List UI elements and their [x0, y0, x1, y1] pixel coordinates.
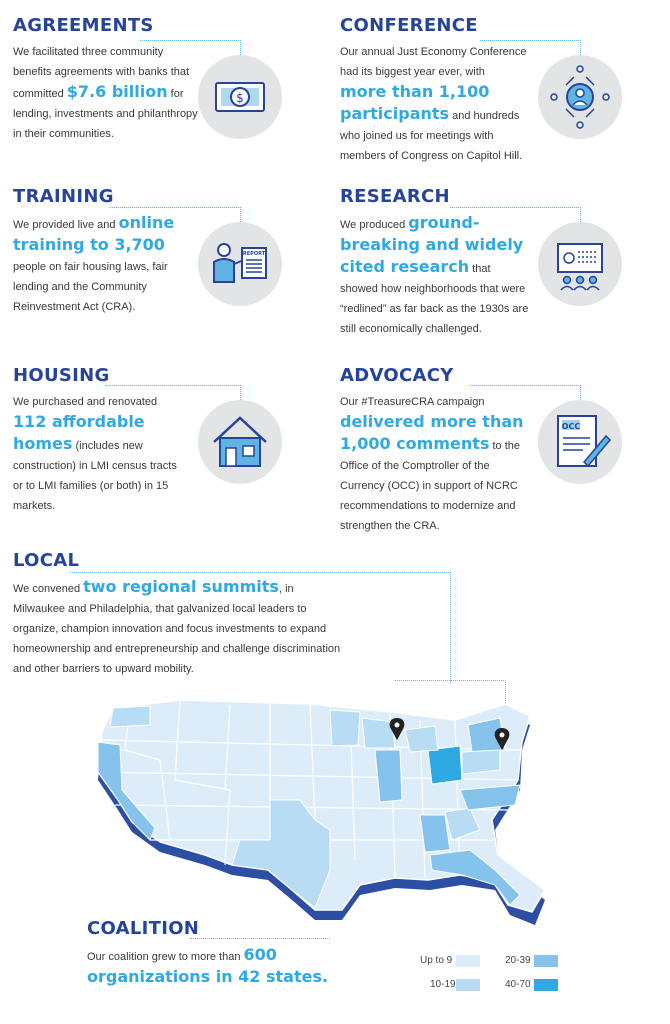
local-heading: LOCAL	[13, 550, 80, 571]
training-section	[13, 186, 193, 317]
conference-icon-circle	[538, 55, 622, 139]
svg-text:$: $	[236, 91, 244, 105]
training-text: We provided live and online training to 3,700 people on fair housing laws, fair lending and the Community Reinvestment Act (CRA).	[13, 213, 175, 313]
local-dotted-line	[70, 572, 451, 683]
coalition-text: Our coalition grew to more than 600 organizations in 42 states.	[87, 945, 329, 986]
housing-highlight: 112 affordable homes	[13, 412, 145, 453]
housing-heading: HOUSING	[13, 365, 110, 386]
local-highlight: two regional summits	[83, 577, 279, 596]
money-bill-icon	[198, 55, 282, 139]
legend-swatch-10-19	[456, 979, 480, 991]
agreements-section	[13, 15, 203, 144]
state-illinois	[375, 750, 402, 802]
conference-section	[340, 15, 530, 166]
research-icon-circle	[538, 222, 622, 306]
network-people-icon	[538, 55, 622, 139]
state-northcarolina	[460, 785, 520, 810]
agreements-dotted-line	[140, 40, 241, 55]
advocacy-dotted-line	[470, 385, 581, 400]
housing-text: We purchased and renovated 112 affordable homes (includes new construction) in LMI census tracts or to LMI families (or both) in 15 markets.	[13, 396, 177, 512]
research-presentation-icon	[538, 222, 622, 306]
state-georgia	[420, 815, 450, 852]
agreements-heading: AGREEMENTS	[13, 15, 154, 36]
research-dotted-line	[450, 207, 581, 222]
housing-icon-circle	[198, 400, 282, 484]
advocacy-text: Our #TreasureCRA campaign delivered more than 1,000 comments to the Office of the Comptroller of the Currency (OCC) in support of NCRC recommendations to modernize and strengthen the CRA.	[340, 396, 524, 532]
coalition-dotted-line	[190, 938, 330, 939]
coalition-heading: COALITION	[87, 918, 200, 939]
legend-label-up-to-9: Up to 9	[420, 955, 453, 966]
us-map	[0, 680, 670, 940]
research-highlight: ground-breaking and widely cited research	[340, 213, 524, 276]
agreements-text: We facilitated three community benefits agreements with banks that committed $7.6 billion for lending, investments and philanthropy in their communities.	[13, 46, 198, 140]
presenter-report-icon	[198, 222, 282, 306]
legend-swatch-40-70	[534, 979, 558, 991]
research-text: We produced ground-breaking and widely cited research that showed how neighborhoods that were “redlined” as far back as the 1930s are still economically challenged.	[340, 213, 529, 335]
house-icon	[198, 400, 282, 484]
state-washington	[110, 706, 150, 727]
advocacy-heading: ADVOCACY	[340, 365, 454, 386]
state-pennsylvania	[462, 750, 500, 774]
research-heading: RESEARCH	[340, 186, 450, 207]
training-heading: TRAINING	[13, 186, 114, 207]
conference-heading: CONFERENCE	[340, 15, 478, 36]
report-label: REPORT	[242, 251, 266, 257]
training-dotted-line	[110, 207, 241, 222]
state-ohio	[428, 746, 462, 784]
advocacy-icon-circle	[538, 400, 622, 484]
state-michigan	[405, 726, 438, 752]
conference-text: Our annual Just Economy Conference had its biggest year ever, with more than 1,100 participants and hundreds who joined us for meetings with members of Congress on Capitol Hill.	[340, 46, 527, 162]
conference-dotted-line	[480, 40, 581, 55]
advocacy-highlight: delivered more than 1,000 comments	[340, 412, 524, 453]
agreements-icon-circle	[198, 55, 282, 139]
occ-document-pen-icon	[538, 400, 622, 484]
legend-swatch-up-to-9	[456, 955, 480, 967]
legend-label-40-70: 40-70	[505, 979, 531, 990]
coalition-highlight: 600 organizations in 42 states.	[87, 945, 329, 986]
state-minnesota	[330, 710, 360, 746]
agreements-highlight: $7.6 billion	[66, 82, 168, 101]
training-icon-circle	[198, 222, 282, 306]
local-text: We convened two regional summits, in Milwaukee and Philadelphia, that galvanized local leaders to organize, champion innovation and focus investments to expand homeownership and entrepreneurship and challenge discrimination and other barriers to upward mobility.	[13, 577, 341, 675]
training-highlight: online training to 3,700	[13, 213, 175, 254]
legend-swatch-20-39	[534, 955, 558, 967]
legend-label-20-39: 20-39	[505, 955, 531, 966]
conference-highlight: more than 1,100 participants	[340, 82, 490, 123]
housing-dotted-line	[105, 385, 241, 400]
legend-label-10-19: 10-19	[430, 979, 456, 990]
coalition-section	[87, 918, 347, 989]
occ-label: OCC	[561, 422, 581, 431]
